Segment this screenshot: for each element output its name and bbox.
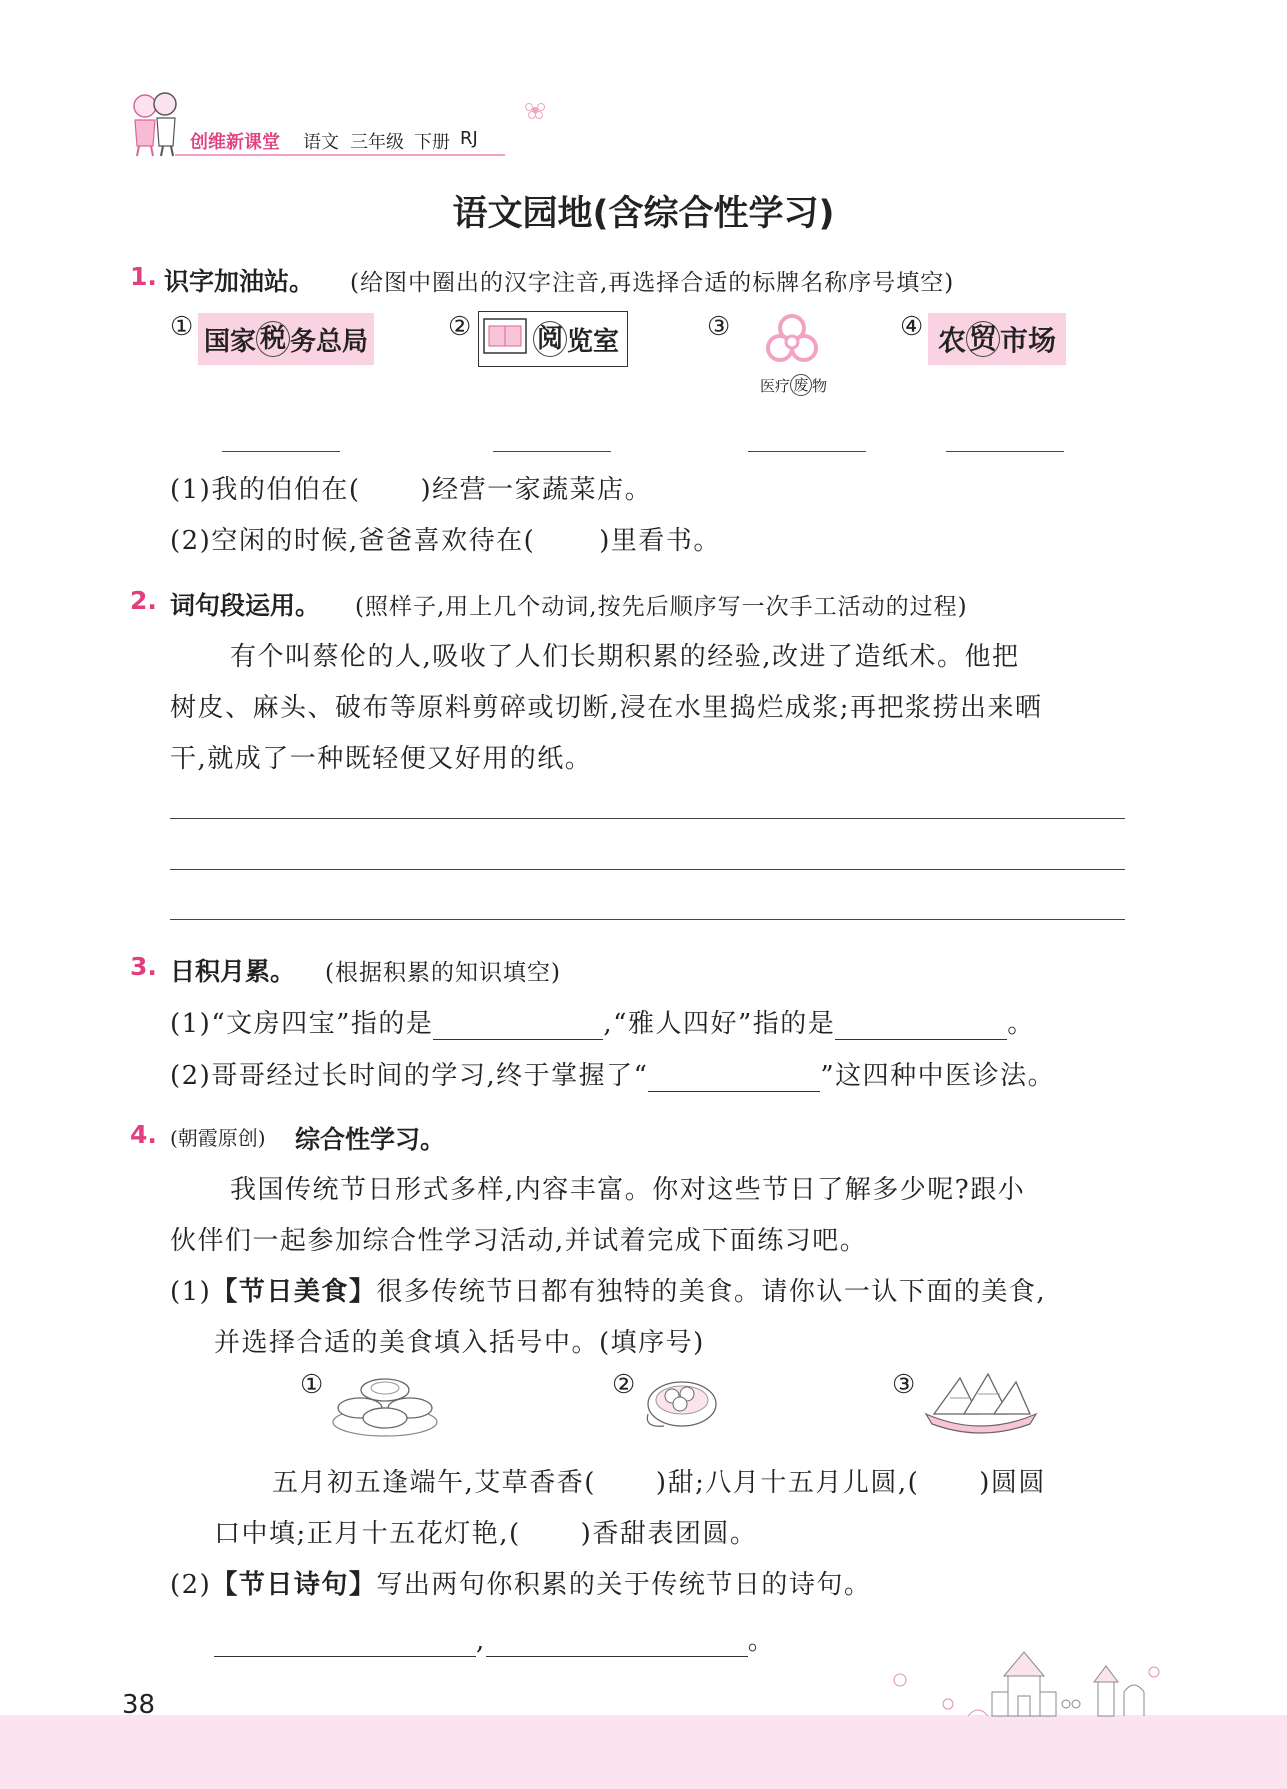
castle-doodle-icon: [888, 1648, 1168, 1722]
sign-3-circled-char: 废: [790, 374, 812, 396]
sign-3-text-after: 物: [812, 376, 828, 395]
q4-rhyme1-part-c: )圆圆: [979, 1468, 1046, 1498]
q1-s2-part-a: (2)空闲的时候,爸爸喜欢待在(: [170, 526, 536, 556]
q2-title: 词句段运用。: [170, 591, 321, 620]
q4-sub1-line-2: 并选择合适的美食填入括号中。(填序号): [214, 1328, 705, 1358]
page-number: 38: [122, 1690, 156, 1720]
sign-3-marker: ③: [707, 312, 731, 342]
q2-passage-line-2: 树皮、麻头、破布等原料剪碎或切断,浸在水里捣烂成浆;再把浆捞出来晒: [170, 693, 1043, 723]
zongzi-icon: [920, 1368, 1042, 1442]
food-1-marker: ①: [300, 1370, 324, 1400]
sign-4-text-after: 市场: [1000, 324, 1057, 357]
q4-poem-answer: [214, 1620, 775, 1657]
q3-s2-part-a: (2)哥哥经过长时间的学习,终于掌握了“: [170, 1061, 649, 1091]
pinyin-blank-2[interactable]: [493, 451, 611, 452]
sign-medical-waste: [760, 374, 827, 396]
sign-2-marker: ②: [448, 312, 472, 342]
sign-1-text-after: 务总局: [290, 326, 369, 357]
q3-s1-part-c: 。: [1007, 1009, 1035, 1039]
q4-sub2-text: 写出两句你积累的关于传统节日的诗句。: [376, 1570, 872, 1600]
q2-instruction: (照样子,用上几个动词,按先后顺序写一次手工活动的过程): [355, 594, 968, 620]
q2-writing-line-2[interactable]: [170, 869, 1125, 870]
q4-sub1-tag: 【节日美食】: [211, 1277, 377, 1307]
q2-number: 2.: [130, 586, 157, 615]
sign-2-text-after: 览室: [567, 326, 620, 357]
header-logo: [125, 88, 185, 158]
q4-intro-line-1: 我国传统节日形式多样,内容丰富。你对这些节日了解多少呢?跟小: [230, 1175, 1026, 1205]
q3-blank-study-treasures[interactable]: [433, 1009, 603, 1040]
q4-number: 4.: [130, 1120, 157, 1149]
header-grade: 三年级: [350, 132, 404, 153]
q4-intro-line-2: 伙伴们一起参加综合性学习活动,并试着完成下面练习吧。: [170, 1226, 868, 1256]
q3-s2-part-b: ”这四种中医诊法。: [820, 1061, 1056, 1091]
q1-sentence-1: [170, 469, 652, 506]
q4-sub2-tag: 【节日诗句】: [211, 1570, 377, 1600]
sign-3-text-before: 医疗: [760, 376, 791, 395]
food-2-marker: ②: [612, 1370, 636, 1400]
q1-number: 1.: [130, 262, 157, 291]
q1-s1-part-a: (1)我的伯伯在(: [170, 475, 361, 505]
q2-passage-line-1: 有个叫蔡伦的人,吸收了人们长期积累的经验,改进了造纸术。他把: [230, 642, 1020, 672]
poem-blank-2[interactable]: [486, 1626, 748, 1657]
header-divider: [175, 154, 505, 156]
q3-sentence-2: [170, 1055, 1055, 1092]
q1-s2-part-b: )里看书。: [599, 526, 721, 556]
sign-4-marker: ④: [900, 312, 924, 342]
pinyin-blank-4[interactable]: [946, 451, 1064, 452]
q4-rhyme1-part-b: )甜;八月十五月儿圆,(: [655, 1468, 920, 1498]
sign-2-circled-char: 阅: [533, 321, 567, 357]
page-title: 语文园地(含综合性学习): [452, 194, 835, 234]
q3-blank-diagnosis[interactable]: [648, 1061, 820, 1092]
q2-passage-line-3: 干,就成了一种既轻便又好用的纸。: [170, 744, 593, 774]
mooncake-icon: [330, 1366, 440, 1444]
pinyin-blank-3[interactable]: [748, 451, 866, 452]
header-brand: 创维新课堂: [190, 132, 280, 153]
q4-rhyme-line-2: [214, 1513, 757, 1550]
sign-1-marker: ①: [170, 312, 194, 342]
book-icon: [483, 318, 527, 361]
footer-band: [0, 1715, 1287, 1789]
sign-1-text-before: 国家: [204, 326, 257, 357]
food-3-marker: ③: [892, 1370, 916, 1400]
q4-rhyme2-part-a: 口中填;正月十五花灯艳,(: [214, 1519, 521, 1549]
q1-sentence-2: [170, 520, 721, 557]
q3-blank-scholar-hobbies[interactable]: [835, 1009, 1007, 1040]
q2-writing-line-3[interactable]: [170, 919, 1125, 920]
q2-writing-line-1[interactable]: [170, 818, 1125, 819]
q4-sub1-line-1: [170, 1271, 1046, 1308]
sign-reading-room: [478, 311, 628, 367]
sign-4-text-before: 农: [938, 324, 967, 357]
q4-sub2-line: [170, 1564, 871, 1601]
q1-instruction: (给图中圈出的汉字注音,再选择合适的标牌名称序号填空): [350, 270, 955, 296]
q3-s1-part-b: ,“雅人四好”指的是: [603, 1009, 836, 1039]
pinyin-blank-1[interactable]: [222, 451, 340, 452]
q3-s1-part-a: (1)“文房四宝”指的是: [170, 1009, 434, 1039]
q3-sentence-1: [170, 1003, 1035, 1040]
q4-origin: (朝霞原创): [170, 1126, 266, 1150]
q1-s1-part-b: )经营一家蔬菜店。: [420, 475, 653, 505]
flower-icon: [524, 100, 546, 124]
header-subject: 语文: [303, 132, 339, 153]
q3-number: 3.: [130, 952, 157, 981]
q4-rhyme-line-1: [272, 1462, 1046, 1499]
sign-farmers-market: [928, 313, 1066, 365]
q1-title: 识字加油站。: [164, 267, 315, 296]
poem-end-mark: 。: [747, 1626, 776, 1656]
header-volume: 下册: [414, 132, 450, 153]
q4-sub1-text: 很多传统节日都有独特的美食。请你认一认下面的美食,: [376, 1277, 1047, 1307]
q4-rhyme1-part-a: 五月初五逢端午,艾草香香(: [272, 1468, 596, 1498]
sign-tax-bureau: [198, 313, 374, 365]
q4-sub1-label: (1): [170, 1277, 212, 1307]
sign-4-circled-char: 贸: [966, 321, 1000, 357]
sign-1-circled-char: 税: [256, 321, 290, 357]
q4-sub2-label: (2): [170, 1570, 212, 1600]
q4-rhyme2-part-b: )香甜表团圆。: [580, 1519, 758, 1549]
tangyuan-icon: [642, 1364, 722, 1442]
poem-separator: ,: [476, 1626, 486, 1656]
q3-title: 日积月累。: [170, 957, 296, 986]
q4-title: 综合性学习。: [295, 1125, 446, 1154]
poem-blank-1[interactable]: [214, 1626, 476, 1657]
header-edition: RJ: [460, 128, 478, 149]
q3-instruction: (根据积累的知识填空): [325, 960, 561, 986]
biohazard-icon: [762, 312, 822, 372]
